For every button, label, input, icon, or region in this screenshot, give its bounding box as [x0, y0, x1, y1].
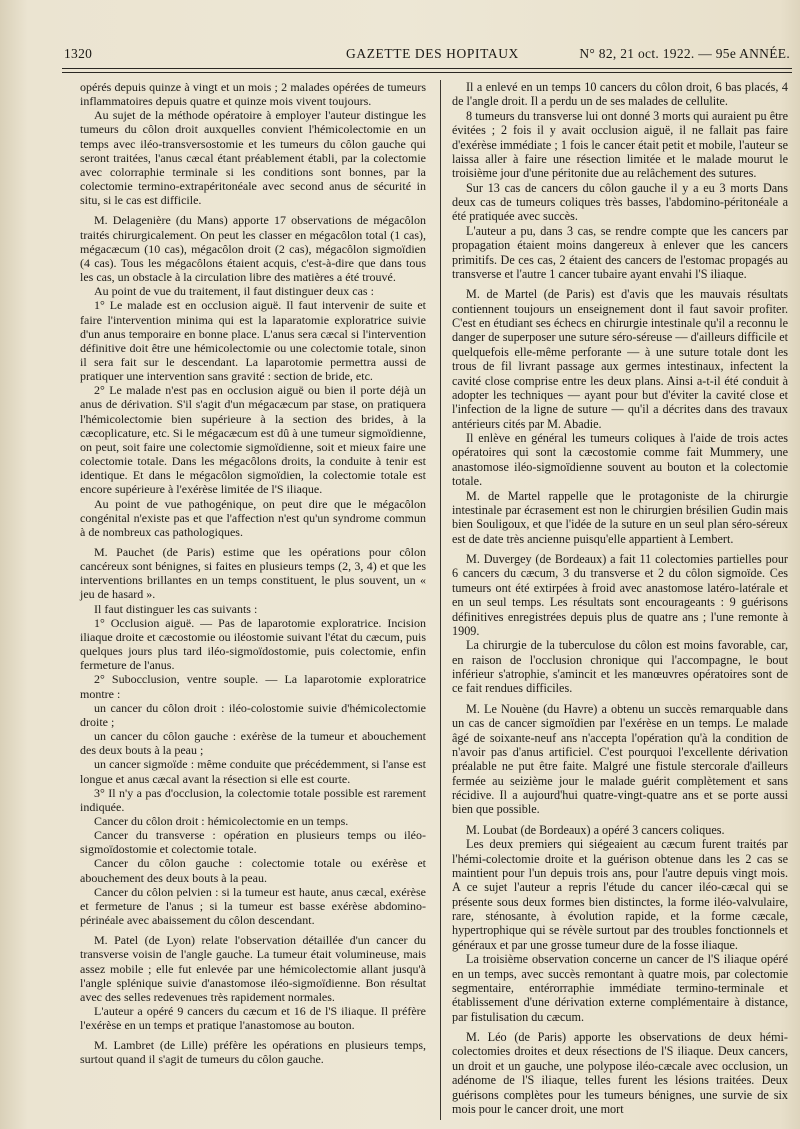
paragraph: Il faut distinguer les cas suivants : — [94, 601, 258, 616]
journal-title: GAZETTE DES HOPITAUX — [346, 46, 519, 61]
paragraph: Il enlève en général les tumeurs coliques à l'aide de trois actes opératoires qui sont la cæcostomie comme fait Mummery, une anastomose iléo-sigmoïdienne souvent au bouton et la colectomie totale. — [452, 431, 788, 489]
paragraph: Cancer du côlon pelvien : si la tumeur est haute, anus cæcal, exérèse et fermeture de l'anus ; si la tumeur est basse exérèse abdomino-périnéale avec abaissement du côlon descendant. — [80, 884, 426, 928]
paragraph: Sur 13 cas de cancers du côlon gauche il y a eu 3 morts Dans deux cas de tumeurs coliques très basses, l'abdomino-péritonéale a été pratiquée avec succès. — [452, 180, 788, 224]
paragraph: L'auteur a pu, dans 3 cas, se rendre compte que les cancers par propagation étaient moins dangereux à enlever que les cancers primitifs. De ces cas, 2 étaient des cancers de l'estomac propagés au transverse et l'autre 1 cancer tubaire ayant envahi l'S iliaque. — [452, 223, 788, 281]
paragraph: Les deux premiers qui siégeaient au cæcum furent traités par l'hémi-colectomie droite et la guérison obtenue dans les 2 cas se maintient pour l'un depuis trois ans, pour l'autre depuis vingt mois. A ce sujet l'auteur a repris l'étude du cancer iléo-cæcal qui se présente sous deux formes bien distinctes, la forme iléo-valvulaire, rare, sténosante, à évolution rapide, et la forme cæcale, hypertrophique qui se révèle surtout par des troubles fonctionnels et généraux et par une grosse tumeur dure de la fosse iliaque. — [452, 837, 788, 952]
paragraph: Cancer du côlon droit : hémicolectomie en un temps. — [94, 813, 349, 828]
paragraph: M. Lambret (de Lille) préfère les opérations en plusieurs temps, surtout quand il s'agit de tumeurs du côlon gauche. — [80, 1038, 426, 1067]
paragraph: un cancer du côlon droit : iléo-colostomie suivie d'hémicolectomie droite ; — [80, 700, 426, 729]
paragraph: M. de Martel (de Paris) est d'avis que les mauvais résultats contiennent toujours un enseignement dont il faut savoir profiter. C'est en étudiant ses échecs en chirurgie intestinale qu'il a reconnu le danger de superposer une suture séro-séreuse — d'ailleurs difficile et quelquefois elle-même perforante — à une suture totale dont les trous de fil livrant passage aux germes intestinaux, infectent la cavité close comprise entre les deux plans. Ainsi a-t-il été conduit à adopter les techniques — ayant pour but d'éviter la cavité close et l'infection de la ligne de suture — qu'il a décrites dans des travaux antérieurs cités par M. Abadie. — [452, 287, 788, 431]
paragraph: Au sujet de la méthode opératoire à employer l'auteur distingue les tumeurs du côlon droit auxquelles convient l'hémicolectomie en un temps avec iléo-transversostomie et les tumeurs du côlon gauche qui seront traitées, l'anus cæcal étant préablement établi, par la colectomie avec colorraphie terminale si les conditions sont bonnes, par la colectomie termino-extrapéritonéale avec second anus de sécurité in situ, si le cas est difficile. — [80, 108, 426, 208]
paragraph: La chirurgie de la tuberculose du côlon est moins favorable, car, en raison de l'occlusion chronique qui l'accompagne, le bout inférieur s'atrophie, s'amincit et les manœuvres opératoires sont de ce fait rendues difficiles. — [452, 638, 788, 696]
paragraph: 8 tumeurs du transverse lui ont donné 3 morts qui auraient pu être évitées ; 2 fois il y avait occlusion aiguë, il ne fallait pas faire d'exérèse immédiate ; 1 fois le cancer était petit et mobile, l'auteur se laissa aller à faire une résection limitée et le malade mourut le troisième jour d'une péritonite due au relâchement des sutures. — [452, 108, 788, 181]
right-column — [452, 80, 788, 1116]
paragraph: M. Duvergey (de Bordeaux) a fait 11 colectomies partielles pour 6 cancers du cæcum, 3 du transverse et 2 du côlon sigmoïde. Ces tumeurs ont été extirpées à froid avec anastomose latéro-latérale et en un seul temps. Les résultats sont encourageants : 9 guérisons définitives enregistrées depuis plus de quatre ans ; l'une remonte à 1909. — [452, 552, 788, 638]
paragraph: La troisième observation concerne un cancer de l'S iliaque opéré en un temps, avec succès remontant à quatre mois, par colectomie segmentaire, entérorraphie immédiate termino-terminale et établissement d'une dérivation externe complémentaire à distance, par fistulisation du cæcum. — [452, 952, 788, 1024]
paragraph: M. Le Nouène (du Havre) a obtenu un succès remarquable dans un cas de cancer sigmoïdien par l'exérèse en un temps. Le malade âgé de soixante-neuf ans n'accepta l'opération qu'à la condition de n'avoir pas d'anus artificiel. C'est pourquoi l'excellente dérivation préalable ne put être faite. Malgré une fistule stercorale d'ailleurs fermée au seizième jour le malade guérit complètement et sans récidive. Il a aujourd'hui quatre-vingt-quatre ans et se porte aussi bien que possible. — [452, 701, 788, 817]
paragraph: M. Delagenière (du Mans) apporte 17 observations de mégacôlon traités chirurgicalement. On peut les classer en mégacôlon total (1 cas), mégacæcum (10 cas), mégacôlon droit (2 cas), mégacôlon sigmoïdien (4 cas). Tous les mégacôlons étaient acquis, c'est-à-dire que dans tous les cas, un obstacle à la circulation libre des matières a été trouvé. — [80, 213, 426, 285]
paragraph: un cancer du côlon gauche : exérèse de la tumeur et abouchement des deux bouts à la peau ; — [80, 729, 426, 758]
paragraph: M. Loubat (de Bordeaux) a opéré 3 cancers coliques. — [466, 822, 725, 837]
left-column — [80, 80, 426, 1067]
paragraph: 2° Le malade n'est pas en occlusion aiguë ou bien il porte déjà un anus de dérivation. S'il s'agit d'un mégacæcum par stase, on pratiquera l'hémicolectomie bien supérieure à la section des brides, à la cæcoplicature, etc. Si le mégacæcum est dû à une tumeur sigmoïdienne, on peut, soit faire une colectomie sigmoïdienne, soit et mieux faire une colectomie totale. Dans les mégacôlons droits, la conduite à tenir est identique. Et dans le mégacôlon sigmoïdien, la colectomie totale est encore supérieure à l'exérèse limitée de l'S iliaque. — [80, 383, 426, 497]
paragraph: 1° Occlusion aiguë. — Pas de laparotomie exploratrice. Incision iliaque droite et cæcostomie ou iléostomie suivant l'état du cæcum, puis quelques jours plus tard iléo-sigmoïdostomie, puis colectomie, enfin fermeture de l'anus. — [80, 615, 426, 673]
paragraph: Au point de vue pathogénique, on peut dire que le mégacôlon congénital n'existe pas et que l'affection n'est qu'un syndrome commun à de nombreux cas pathologiques. — [80, 496, 426, 539]
header-rule-thick — [62, 68, 792, 69]
paragraph: Cancer du côlon gauche : colectomie totale ou exérèse et abouchement des deux bouts à la peau. — [80, 856, 426, 885]
paragraph: M. Patel (de Lyon) relate l'observation détaillée d'un cancer du transverse voisin de l'angle gauche. La tumeur était volumineuse, mais assez mobile ; elle fut enlevée par une hémicolectomie allant jusqu'à l'angle splénique suivie d'anastomose iléo-sigmoïdienne. Bon résultat avec des selles redevenues très rapidement normales. — [80, 933, 426, 1004]
paragraph: Au point de vue du traitement, il faut distinguer deux cas : — [94, 284, 374, 299]
running-header — [64, 44, 790, 66]
issue-info: N° 82, 21 oct. 1922. — 95e ANNÉE. — [579, 46, 790, 61]
paragraph: 1° Le malade est en occlusion aiguë. Il faut intervenir de suite et faire l'intervention minima qui est la laparatomie exploratrice suivie d'un anus temporaire en bonne place. L'anus sera cæcal si l'intervention définitive doit être une hémicolectomie ou une colectomie totale, sinon il sera fait sur le descendant. La laparotomie permettra aussi de pratiquer une intervention sans gravité : section de bride, etc. — [80, 298, 426, 384]
page-number: 1320 — [64, 46, 93, 61]
paragraph: M. Pauchet (de Paris) estime que les opérations pour côlon cancéreux sont bénignes, si faites en plusieurs temps (2, 3, 4) et que les interventions brillantes en un temps constituent, le plus souvent, un « jeu de hasard ». — [80, 545, 426, 602]
paragraph: 2° Subocclusion, ventre souple. — La laparotomie exploratrice montre : — [80, 672, 426, 701]
paragraph: 3° Il n'y a pas d'occlusion, la colectomie totale possible est rarement indiquée. — [80, 785, 426, 814]
paragraph: M. de Martel rappelle que le protagoniste de la chirurgie intestinale par écrasement est non le chirurgien brésilien Gudin mais bien Souligoux, et que l'idée de la suture en un seul plan séro-séreux est de date très ancienne puisqu'elle appartient à Lembert. — [452, 488, 788, 546]
paragraph: M. Léo (de Paris) apporte les observations de deux hémi-colectomies droites et deux résections de l'S iliaque. Deux cancers, un droit et un gauche, une polypose iléo-cæcale avec occlusion, un adénome de l'S iliaque, telles furent les lésions traitées. Deux guérisons complètes pour les tumeurs bénignes, une survie de six mois pour le cancer droit, une mort — [452, 1030, 788, 1116]
header-rule-thin — [62, 72, 792, 73]
paragraph: un cancer sigmoïde : même conduite que précédemment, si l'anse est longue et anus cæcal avant la résection si elle est courte. — [80, 757, 426, 786]
paragraph: L'auteur a opéré 9 cancers du cæcum et 16 de l'S iliaque. Il préfère l'exérèse en un temps et pratique l'anastomose au bouton. — [80, 1004, 426, 1033]
paragraph: Cancer du transverse : opération en plusieurs temps ou iléo-sigmoïdostomie et colectomie totale. — [80, 828, 426, 857]
paragraph: Il a enlevé en un temps 10 cancers du côlon droit, 6 bas placés, 4 de l'angle droit. Il a perdu un de ses malades de cellulite. — [452, 80, 788, 109]
column-separator — [440, 80, 441, 1120]
paragraph: opérés depuis quinze à vingt et un mois ; 2 malades opérées de tumeurs inflammatoires depuis quatre et quinze mois vivent toujours. — [80, 80, 426, 109]
